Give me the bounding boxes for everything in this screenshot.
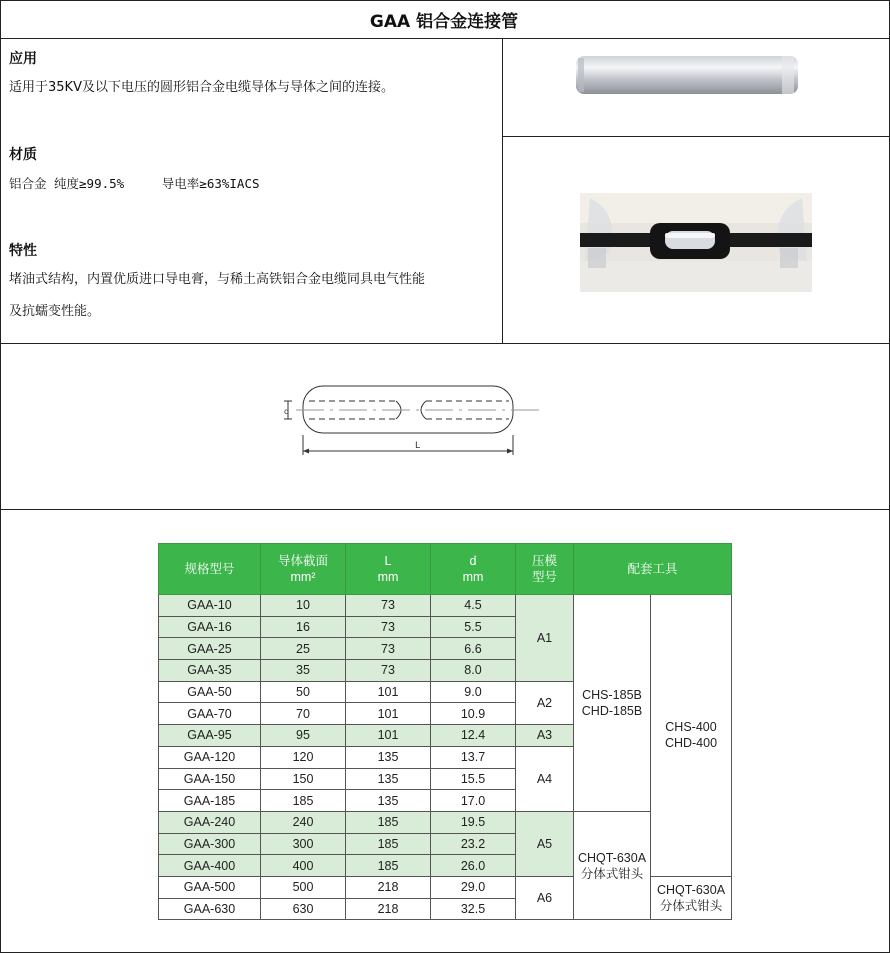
connector-drawing <box>276 380 546 458</box>
table-cell: GAA-500 <box>159 876 261 898</box>
spec-table <box>158 543 732 920</box>
table-cell: 73 <box>346 638 431 660</box>
header-model: 规格型号 <box>159 544 261 595</box>
table-cell: GAA-10 <box>159 595 261 617</box>
table-cell: 185 <box>346 855 431 877</box>
table-cell: GAA-120 <box>159 746 261 768</box>
header-d: d mm <box>431 544 516 595</box>
text-section-divider <box>0 343 890 344</box>
header-tools: 配套工具 <box>574 544 732 595</box>
table-cell: 25 <box>261 638 346 660</box>
table-cell: 120 <box>261 746 346 768</box>
header-L: L mm <box>346 544 431 595</box>
material-text: 铝合金 纯度≥99.5% 导电率≥63%IACS <box>9 176 260 191</box>
material-heading: 材质 <box>9 147 37 163</box>
die-cell: A1 <box>516 595 574 682</box>
table-header-row <box>159 544 732 595</box>
table-cell: 13.7 <box>431 746 516 768</box>
drawing-section-divider <box>0 509 890 510</box>
header-die: 压模 型号 <box>516 544 574 595</box>
table-cell: 50 <box>261 681 346 703</box>
features-text-line1: 堵油式结构，内置优质进口导电膏，与稀土高铁铝合金电缆同具电气性能 <box>9 272 426 287</box>
table-cell: 10.9 <box>431 703 516 725</box>
table-cell: 17.0 <box>431 790 516 812</box>
table-cell: GAA-240 <box>159 811 261 833</box>
table-cell: GAA-50 <box>159 681 261 703</box>
table-row <box>159 811 732 833</box>
tool-cell: CHQT-630A 分体式钳头 <box>574 811 651 919</box>
table-cell: 101 <box>346 725 431 747</box>
table-cell: 95 <box>261 725 346 747</box>
table-cell: 9.0 <box>431 681 516 703</box>
features-heading: 特性 <box>9 243 37 259</box>
drawing-d-label: d <box>284 407 290 416</box>
table-cell: 5.5 <box>431 616 516 638</box>
page-title: GAA 铝合金连接管 <box>369 11 519 32</box>
table-cell: 185 <box>346 833 431 855</box>
table-cell: 150 <box>261 768 346 790</box>
table-cell: 101 <box>346 703 431 725</box>
table-cell: GAA-185 <box>159 790 261 812</box>
table-cell: 500 <box>261 876 346 898</box>
table-cell: 26.0 <box>431 855 516 877</box>
table-cell: 101 <box>346 681 431 703</box>
table-cell: 23.2 <box>431 833 516 855</box>
table-cell: GAA-95 <box>159 725 261 747</box>
table-cell: 185 <box>261 790 346 812</box>
tool-cell: CHQT-630A 分体式钳头 <box>651 876 732 919</box>
table-cell: 29.0 <box>431 876 516 898</box>
table-cell: 15.5 <box>431 768 516 790</box>
table-cell: 35 <box>261 660 346 682</box>
table-cell: 10 <box>261 595 346 617</box>
table-cell: 32.5 <box>431 898 516 920</box>
table-row <box>159 595 732 617</box>
installed-connector-photo <box>580 193 812 292</box>
drawing-L-label: L <box>415 441 421 451</box>
application-text: 适用于35KV及以下电压的圆形铝合金电缆导体与导体之间的连接。 <box>9 80 394 95</box>
title-divider <box>0 38 890 39</box>
table-cell: 73 <box>346 595 431 617</box>
table-cell: GAA-630 <box>159 898 261 920</box>
table-cell: 73 <box>346 660 431 682</box>
table-cell: 135 <box>346 790 431 812</box>
photo-divider <box>502 136 890 137</box>
table-cell: GAA-400 <box>159 855 261 877</box>
application-heading: 应用 <box>9 51 37 67</box>
tool-cell: CHS-185B CHD-185B <box>574 595 651 812</box>
table-cell: 19.5 <box>431 811 516 833</box>
table-cell: GAA-16 <box>159 616 261 638</box>
table-cell: GAA-35 <box>159 660 261 682</box>
table-cell: 6.6 <box>431 638 516 660</box>
table-cell: GAA-25 <box>159 638 261 660</box>
die-cell: A5 <box>516 811 574 876</box>
table-cell: GAA-70 <box>159 703 261 725</box>
header-section: 导体截面 mm² <box>261 544 346 595</box>
column-divider <box>502 39 503 343</box>
table-cell: 70 <box>261 703 346 725</box>
table-cell: 185 <box>346 811 431 833</box>
die-cell: A2 <box>516 681 574 724</box>
table-cell: 300 <box>261 833 346 855</box>
table-cell: 400 <box>261 855 346 877</box>
table-cell: 218 <box>346 876 431 898</box>
table-cell: 218 <box>346 898 431 920</box>
die-cell: A3 <box>516 725 574 747</box>
tool-cell: CHS-400 CHD-400 <box>651 595 732 877</box>
table-cell: 630 <box>261 898 346 920</box>
table-cell: 240 <box>261 811 346 833</box>
table-cell: GAA-150 <box>159 768 261 790</box>
table-cell: 16 <box>261 616 346 638</box>
table-cell: 12.4 <box>431 725 516 747</box>
features-text-line2: 及抗蠕变性能。 <box>9 304 101 319</box>
die-cell: A6 <box>516 876 574 919</box>
table-cell: 73 <box>346 616 431 638</box>
connector-tube-photo <box>574 54 800 96</box>
table-cell: 4.5 <box>431 595 516 617</box>
die-cell: A4 <box>516 746 574 811</box>
table-cell: 8.0 <box>431 660 516 682</box>
table-cell: GAA-300 <box>159 833 261 855</box>
table-cell: 135 <box>346 746 431 768</box>
table-cell: 135 <box>346 768 431 790</box>
